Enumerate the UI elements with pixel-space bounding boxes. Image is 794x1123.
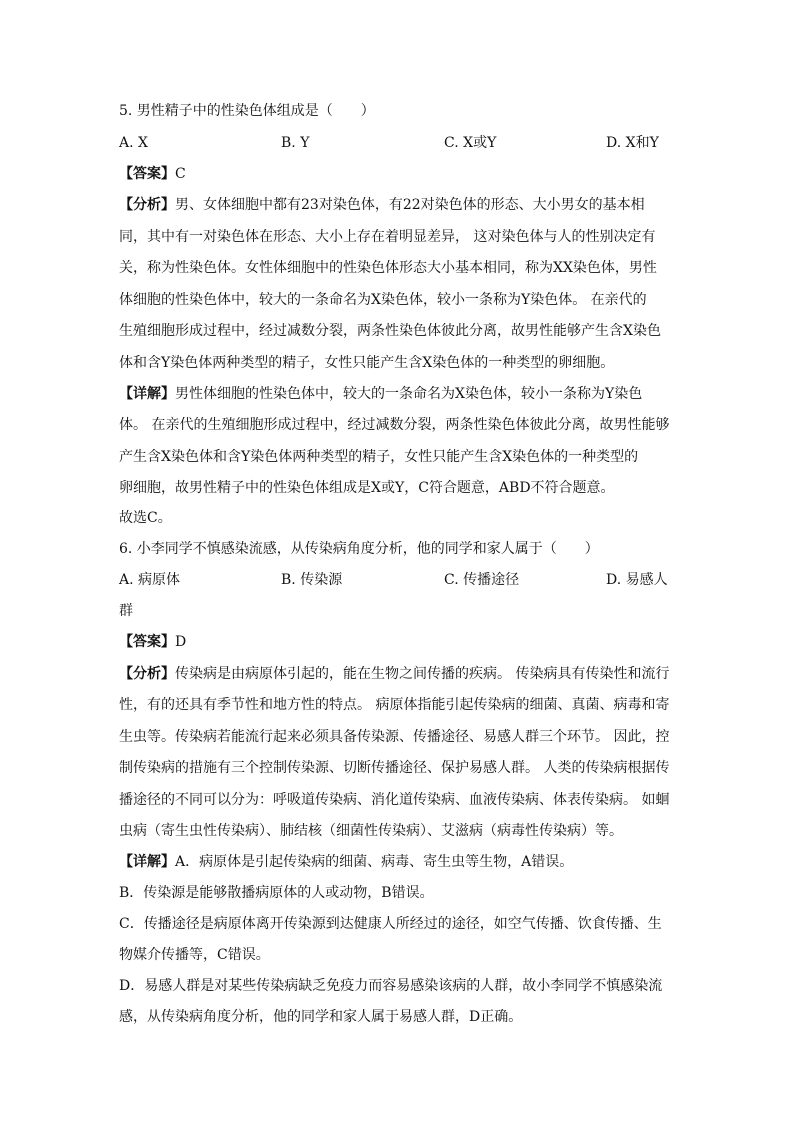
q5-detail-text: 男性体细胞的性染色体中，较大的一条命名为X染色体，较小一条称为Y染色: [175, 386, 643, 402]
q6-detail-line-1: [119, 852, 679, 872]
analysis-tag: 【分析】: [119, 666, 175, 682]
q5-analysis-text: 男、女体细胞中都有23对染色体，有22对染色体的形态、大小男女的基本相: [175, 197, 645, 213]
q6-detail-line-3: C．传播途径是病原体离开传染源到达健康人所经过的途径，如空气传播、饮食传播、生: [119, 916, 662, 932]
q6-analysis-line-6: 虫病（寄生虫性传染病）、肺结核（细菌性传染病）、艾滋病（病毒性传染病）等。: [119, 823, 623, 839]
q5-detail-line-4: 卵细胞，故男性精子中的性染色体组成是X或Y，C符合题意，ABD不符合题意。: [119, 480, 615, 496]
q6-answer-value: D: [175, 634, 187, 650]
q6-stem: 6. 小李同学不慎感染流感，从传染病角度分析，他的同学和家人属于（ ）: [119, 541, 599, 557]
q6-option-d-wrap: 群: [119, 603, 133, 619]
q6-option-a: A. 病原体: [119, 572, 181, 588]
q5-analysis-line-5: 生殖细胞形成过程中，经过减数分裂，两条性染色体彼此分离，故男性能够产生含X染色: [119, 323, 661, 339]
analysis-tag: 【分析】: [119, 197, 175, 213]
q6-detail-line-4: 物媒介传播等，C错误。: [119, 947, 270, 963]
q6-detail-line-5: D．易感人群是对某些传染病缺乏免疫力而容易感染该病的人群，故小李同学不慎感染流: [119, 978, 663, 994]
q5-analysis-line-1: [119, 195, 679, 215]
q6-options: [119, 570, 679, 590]
answer-tag: 【答案】: [119, 634, 175, 650]
q5-detail-line-3: 产生含X染色体和含Y染色体两种类型的精子，女性只能产生含X染色体的一种类型的: [119, 449, 639, 465]
q5-option-c: C. X或Y: [444, 135, 497, 151]
q5-answer-value: C: [175, 166, 186, 182]
detail-tag: 【详解】: [119, 854, 175, 870]
q6-analysis-text: 传染病是由病原体引起的，能在生物之间传播的疾病。 传染病具有传染性和流行: [175, 666, 670, 682]
q5-answer: [119, 164, 679, 184]
q6-analysis-line-4: 制传染病的措施有三个控制传染源、切断传播途径、保护易感人群。 人类的传染病根据传: [119, 760, 670, 776]
q5-option-d: D. X和Y: [606, 135, 659, 151]
q6-detail-line-2: B．传染源是能够散播病原体的人或动物，B错误。: [119, 885, 434, 901]
q6-option-d: D. 易感人: [606, 572, 668, 588]
q6-detail-line-6: 感，从传染病角度分析，他的同学和家人属于易感人群，D正确。: [119, 1009, 523, 1025]
q5-options: [119, 133, 679, 153]
q6-answer: [119, 632, 679, 652]
q6-analysis-line-5: 播途径的不同可以分为：呼吸道传染病、消化道传染病、血液传染病、体表传染病。 如蛔: [119, 792, 670, 808]
q5-detail-line-2: 体。 在亲代的生殖细胞形成过程中，经过减数分裂，两条性染色体彼此分离，故男性能够: [119, 417, 670, 433]
q5-conclusion: 故选C。: [119, 510, 172, 526]
q6-analysis-line-2: 性，有的还具有季节性和地方性的特点。 病原体指能引起传染病的细菌、真菌、病毒和寄: [119, 697, 670, 713]
q5-option-a: A. X: [119, 135, 148, 151]
q5-analysis-line-2: 同，其中有一对染色体在形态、大小上存在着明显差异， 这对染色体与人的性别决定有: [119, 229, 656, 245]
q6-option-b: B. 传染源: [281, 572, 343, 588]
q5-detail-line-1: [119, 384, 679, 404]
q6-analysis-line-3: 生虫等。传染病若能流行起来必须具备传染源、传播途径、易感人群三个环节。 因此，控: [119, 729, 670, 745]
q6-option-c: C. 传播途径: [444, 572, 520, 588]
q6-detail-text: A．病原体是引起传染病的细菌、病毒、寄生虫等生物，A错误。: [175, 854, 574, 870]
q6-analysis-line-1: [119, 664, 679, 684]
q5-analysis-line-3: 关，称为性染色体。女性体细胞中的性染色体形态大小基本相同，称为XX染色体，男性: [119, 260, 657, 276]
q5-stem: 5. 男性精子中的性染色体组成是（ ）: [119, 103, 375, 119]
detail-tag: 【详解】: [119, 386, 175, 402]
q5-option-b: B. Y: [281, 135, 310, 151]
q5-analysis-line-4: 体细胞的性染色体中，较大的一条命名为X染色体，较小一条称为Y染色体。 在亲代的: [119, 292, 647, 308]
q5-analysis-line-6: 体和含Y染色体两种类型的精子，女性只能产生含X染色体的一种类型的卵细胞。: [119, 355, 615, 371]
answer-tag: 【答案】: [119, 166, 175, 182]
